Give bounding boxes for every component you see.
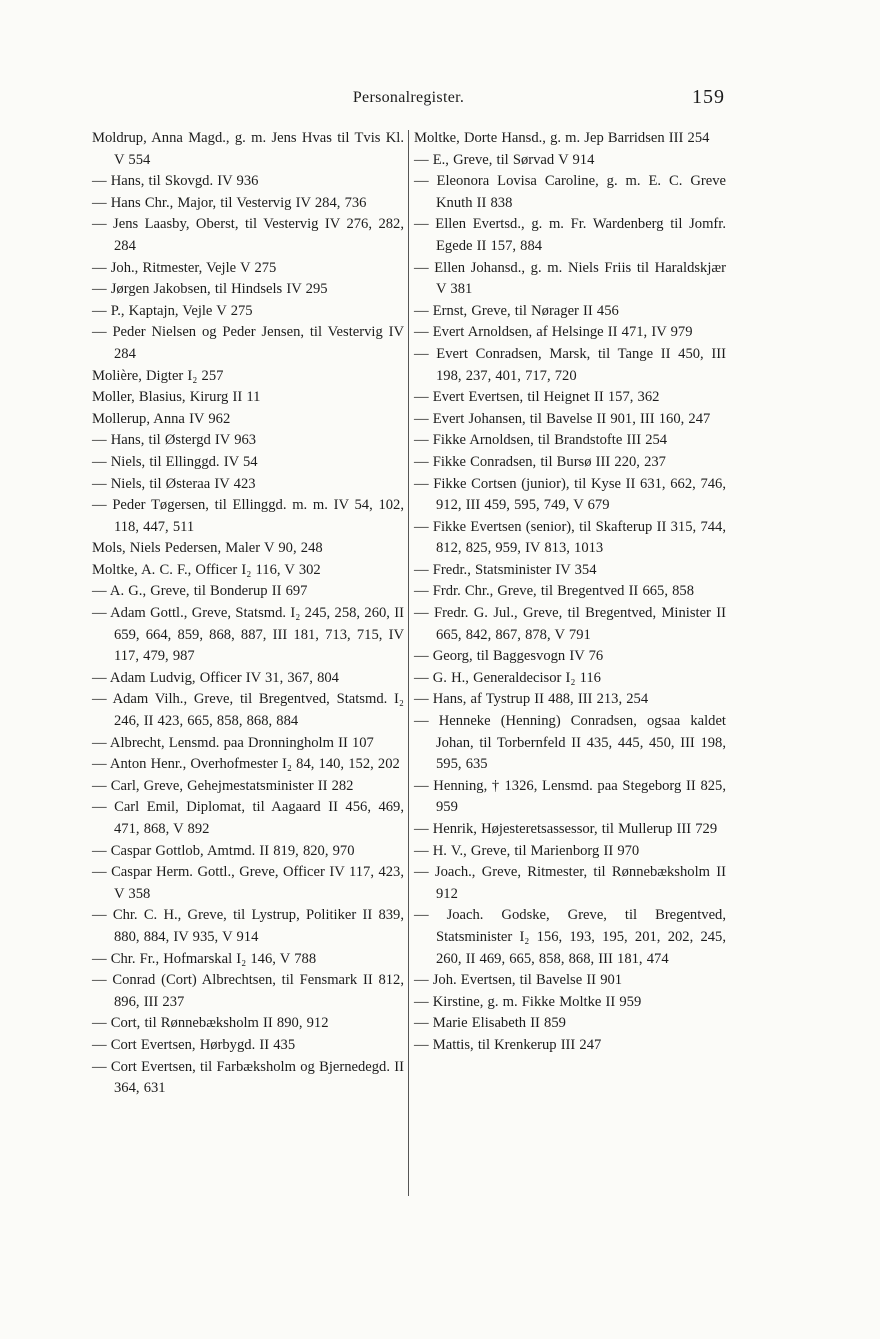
register-entry: — Joh., Ritmester, Vejle V 275 xyxy=(92,259,277,276)
register-entry: — Chr. Fr., Hofmarskal I₂ 146, V 788 xyxy=(92,950,317,967)
register-entry: — Evert Johansen, til Bavelse II 901, III 160, 247 xyxy=(414,410,711,427)
register-entry: — Carl Emil, Diplomat, til Aagaard II 456, 469, 471, 868, V 892 xyxy=(92,799,404,837)
register-entry: — Caspar Herm. Gottl., Greve, Officer IV 117, 423, V 358 xyxy=(92,864,404,902)
register-entry: — Evert Evertsen, til Heignet II 157, 362 xyxy=(414,389,660,406)
register-entry: — Conrad (Cort) Albrechtsen, til Fensmark II 812, 896, III 237 xyxy=(92,972,404,1010)
register-entry: — Joach. Godske, Greve, til Bregentved, Statsminister I₂ 156, 193, 195, 201, 202, 245, 260, II 469, 665, 858, 868, III 181, 474 xyxy=(414,907,726,967)
register-entry: Molière, Digter I₂ 257 xyxy=(92,367,224,384)
register-entry: — H. V., Greve, til Marienborg II 970 xyxy=(414,842,640,859)
register-entry: — Eleonora Lovisa Caroline, g. m. E. C. Greve Knuth II 838 xyxy=(414,173,726,211)
register-entry: — Jens Laasby, Oberst, til Vestervig IV 276, 282, 284 xyxy=(92,216,404,254)
register-entry: — Ellen Johansd., g. m. Niels Friis til Haraldskjær V 381 xyxy=(414,259,726,298)
register-entry: Moller, Blasius, Kirurg II 11 xyxy=(92,389,261,406)
register-entry: Moltke, Dorte Hansd., g. m. Jep Barridsen III 254 xyxy=(414,130,710,146)
right-column xyxy=(414,128,726,1057)
column-divider xyxy=(408,130,409,1196)
register-entry: — Chr. C. H., Greve, til Lystrup, Politiker II 839, 880, 884, IV 935, V 914 xyxy=(92,907,404,945)
register-entry: — Marie Elisabeth II 859 xyxy=(414,1015,566,1032)
register-entry: — Peder Nielsen og Peder Jensen, til Vestervig IV 284 xyxy=(92,324,404,362)
register-entry: — Evert Arnoldsen, af Helsinge II 471, IV 979 xyxy=(414,324,693,341)
left-column xyxy=(92,128,404,1100)
running-title: Personalregister. xyxy=(352,89,465,106)
register-entry: — Anton Henr., Overhofmester I₂ 84, 140, 152, 202 xyxy=(92,756,400,773)
register-entry: — Cort Evertsen, Hørbygd. II 435 xyxy=(92,1036,296,1053)
register-entry: — Albrecht, Lensmd. paa Dronningholm II 107 xyxy=(92,734,374,751)
register-entry: — Fredr. G. Jul., Greve, til Bregentved, Minister II 665, 842, 867, 878, V 791 xyxy=(414,605,726,643)
register-entry: — Hans, til Østergd IV 963 xyxy=(92,432,257,449)
register-entry: — Hans, til Skovgd. IV 936 xyxy=(92,173,259,190)
register-entry: — Fredr., Statsminister IV 354 xyxy=(414,561,597,578)
register-entry: — Joach., Greve, Ritmester, til Rønnebæksholm II 912 xyxy=(414,864,726,902)
register-entry: — Georg, til Baggesvogn IV 76 xyxy=(414,648,604,665)
register-entry: — E., Greve, til Sørvad V 914 xyxy=(414,151,595,168)
register-entry: — Fikke Arnoldsen, til Brandstofte III 254 xyxy=(414,432,668,449)
register-entry: — Cort, til Rønnebæksholm II 890, 912 xyxy=(92,1015,329,1032)
register-entry: — Hans Chr., Major, til Vestervig IV 284, 736 xyxy=(92,194,367,211)
register-entry: — Ernst, Greve, til Nørager II 456 xyxy=(414,302,619,319)
register-entry: — Fikke Cortsen (junior), til Kyse II 631, 662, 746, 912, III 459, 595, 749, V 679 xyxy=(414,475,726,514)
register-entry: — Adam Gottl., Greve, Statsmd. I₂ 245, 258, 260, II 659, 664, 859, 868, 887, III 181, 713, 715, IV 117, 479, 987 xyxy=(92,605,404,665)
register-entry: Moltke, A. C. F., Officer I₂ 116, V 302 xyxy=(92,561,321,578)
register-entry: Moldrup, Anna Magd., g. m. Jens Hvas til Tvis Kl. V 554 xyxy=(92,130,404,168)
page-header xyxy=(92,86,725,112)
register-entry: — Henneke (Henning) Conradsen, ogsaa kaldet Johan, til Torbernfeld II 435, 445, 450, III 198, 595, 635 xyxy=(414,713,726,773)
register-entry: — Niels, til Østeraa IV 423 xyxy=(92,475,256,492)
register-entry: — Adam Vilh., Greve, til Bregentved, Statsmd. I₂ 246, II 423, 665, 858, 868, 884 xyxy=(92,691,404,730)
register-entry: — Peder Tøgersen, til Ellinggd. m. m. IV 54, 102, 118, 447, 511 xyxy=(92,497,404,535)
register-entry: — Evert Conradsen, Marsk, til Tange II 450, III 198, 237, 401, 717, 720 xyxy=(414,345,726,384)
register-entry: — Caspar Gottlob, Amtmd. II 819, 820, 970 xyxy=(92,842,355,859)
register-entry: — Kirstine, g. m. Fikke Moltke II 959 xyxy=(414,993,642,1010)
register-entry: — G. H., Generaldecisor I₂ 116 xyxy=(414,669,601,686)
register-entry: — Ellen Evertsd., g. m. Fr. Wardenberg til Jomfr. Egede II 157, 884 xyxy=(414,216,726,254)
register-entry: — Fikke Evertsen (senior), til Skafterup II 315, 744, 812, 825, 959, IV 813, 1013 xyxy=(414,518,726,557)
register-entry: — Mattis, til Krenkerup III 247 xyxy=(414,1036,602,1053)
register-entry: — Fikke Conradsen, til Bursø III 220, 237 xyxy=(414,453,666,470)
page-number: 159 xyxy=(692,86,725,108)
register-entry: — Henrik, Højesteretsassessor, til Mullerup III 729 xyxy=(414,821,718,837)
register-entry: Mols, Niels Pedersen, Maler V 90, 248 xyxy=(92,540,323,557)
register-entry: — Jørgen Jakobsen, til Hindsels IV 295 xyxy=(92,281,328,298)
register-entry: — Carl, Greve, Gehejmestatsminister II 282 xyxy=(92,777,354,794)
register-entry: — Adam Ludvig, Officer IV 31, 367, 804 xyxy=(92,669,339,686)
register-entry: — Henning, † 1326, Lensmd. paa Stegeborg II 825, 959 xyxy=(414,777,726,816)
register-entry: Mollerup, Anna IV 962 xyxy=(92,410,231,427)
register-entry: — Hans, af Tystrup II 488, III 213, 254 xyxy=(414,691,649,708)
register-entry: — Cort Evertsen, til Farbæksholm og Bjernedegd. II 364, 631 xyxy=(92,1058,404,1097)
register-entry: — A. G., Greve, til Bonderup II 697 xyxy=(92,583,308,600)
register-entry: — Niels, til Ellinggd. IV 54 xyxy=(92,453,258,470)
register-entry: — Joh. Evertsen, til Bavelse II 901 xyxy=(414,972,623,989)
register-entry: — Frdr. Chr., Greve, til Bregentved II 665, 858 xyxy=(414,583,695,600)
register-entry: — P., Kaptajn, Vejle V 275 xyxy=(92,302,253,319)
